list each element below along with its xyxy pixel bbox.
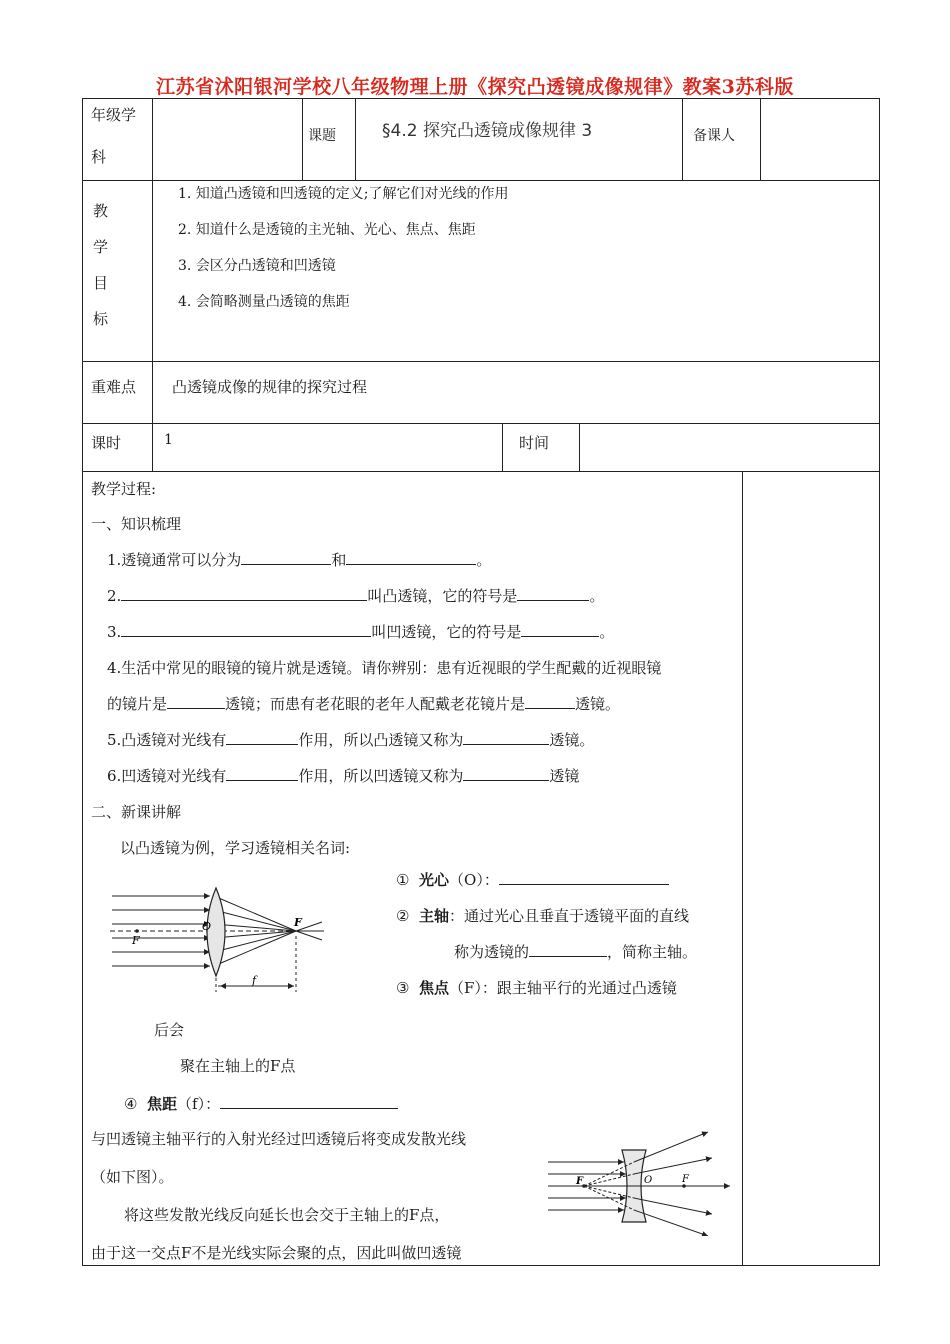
- term-text: （F）：跟主轴平行的光通过凸透镜: [449, 979, 677, 997]
- question-3: [107, 621, 614, 642]
- q6-text: 作用，所以凹透镜又称为: [298, 767, 464, 785]
- q6-blank-1: [226, 766, 298, 781]
- objective-item: 4. 会简略测量凸透镜的焦距: [178, 294, 350, 310]
- term-number: ①: [396, 871, 410, 889]
- document-title: 江苏省沭阳银河学校八年级物理上册《探究凸透镜成像规律》教案3苏科版: [156, 76, 794, 98]
- time-label: 时间: [519, 434, 550, 452]
- q5-blank-1: [226, 730, 298, 745]
- question-2: [107, 585, 604, 606]
- hours-value: 1: [164, 432, 173, 448]
- table-border-right: [879, 98, 880, 1266]
- row-divider: [82, 361, 880, 362]
- term-text: ：通过光心且垂直于透镜平面的直线: [449, 907, 690, 925]
- key-points-label: 重难点: [91, 378, 137, 396]
- objective-item: 1. 知道凸透镜和凹透镜的定义;了解它们对光线的作用: [178, 186, 509, 202]
- q4-text: 透镜；而患有老花眼的老年人配戴老花镜片是: [225, 695, 526, 713]
- q2-text: 2.: [107, 587, 122, 605]
- question-5: [107, 729, 594, 750]
- q4-text: 的镜片是: [107, 695, 168, 713]
- main-axis-blank: [529, 942, 607, 957]
- col-divider: [302, 98, 303, 180]
- q5-text: 5.凸透镜对光线有: [107, 731, 227, 749]
- q1-blank-2: [346, 550, 476, 565]
- term-focus-line-3: 聚在主轴上的F点: [180, 1057, 296, 1075]
- q1-text: 和: [331, 551, 347, 569]
- convex-lens-diagram: [110, 880, 332, 998]
- col-divider: [760, 98, 761, 180]
- key-points-value: 凸透镜成像的规律的探究过程: [172, 378, 368, 396]
- concave-lens-diagram: [548, 1128, 738, 1236]
- question-4-line-1: 4.生活中常见的眼镜的镜片就是透镜。请你辨别：患有近视眼的学生配戴的近视眼镜: [107, 659, 662, 677]
- objective-item: 2. 知道什么是透镜的主光轴、光心、焦点、焦距: [178, 222, 476, 238]
- q3-text: 3.: [107, 623, 122, 641]
- col-divider: [502, 423, 503, 471]
- term-text: 称为透镜的: [454, 943, 530, 961]
- term-name: 焦点: [419, 979, 450, 997]
- grade-subject-label-2: 科: [91, 148, 107, 166]
- term-number: ②: [396, 907, 410, 925]
- table-border-bottom: [82, 1265, 880, 1266]
- term-name: 焦距: [147, 1095, 178, 1113]
- process-heading: 教学过程:: [91, 480, 157, 498]
- grade-subject-label: 年级学: [91, 106, 137, 124]
- q5-text: 作用，所以凸透镜又称为: [298, 731, 464, 749]
- concave-text-4: 由于这一交点F不是光线实际会聚的点，因此叫做凹透镜: [91, 1244, 462, 1262]
- concave-text-2: （如下图）。: [91, 1168, 174, 1186]
- concave-focus-left-label: F: [576, 1176, 584, 1187]
- row-divider: [82, 180, 880, 181]
- col-divider: [742, 471, 743, 1266]
- col-divider: [355, 98, 356, 180]
- col-divider: [579, 423, 580, 471]
- new-lesson-intro: 以凸透镜为例，学习透镜相关名词:: [120, 839, 351, 857]
- q1-text: 。: [476, 551, 492, 569]
- term-text: （f）：: [177, 1095, 221, 1113]
- q2-blank-2: [517, 586, 589, 601]
- term-focus: [396, 977, 677, 998]
- q3-text: 叫凹透镜，它的符号是: [371, 623, 522, 641]
- q4-blank-1: [167, 694, 225, 709]
- optical-center-label: O: [202, 920, 212, 933]
- focal-length-blank: [220, 1094, 398, 1109]
- focus-left-label: F: [132, 934, 140, 947]
- topic-value: §4.2 探究凸透镜成像规律 3: [382, 121, 593, 141]
- q2-text: 叫凸透镜，它的符号是: [367, 587, 518, 605]
- term-number: ③: [396, 979, 410, 997]
- objectives-label: 标: [93, 310, 109, 328]
- lesson-plan-table: [82, 98, 880, 1266]
- topic-label: 课题: [308, 128, 336, 144]
- q2-text: 。: [589, 587, 605, 605]
- q6-text: 6.凹透镜对光线有: [107, 767, 227, 785]
- row-divider: [82, 471, 880, 472]
- term-name: 主轴: [419, 907, 450, 925]
- objective-item: 3. 会区分凸透镜和凹透镜: [178, 258, 336, 274]
- q2-blank-1: [121, 586, 367, 601]
- q3-blank-2: [521, 622, 599, 637]
- section-knowledge: 一、知识梳理: [91, 515, 182, 533]
- col-divider: [152, 180, 153, 471]
- focal-length-label: f: [252, 974, 257, 987]
- term-optical-center: [396, 869, 669, 890]
- q5-blank-2: [463, 730, 549, 745]
- question-1: [107, 549, 491, 570]
- hours-label: 课时: [91, 434, 122, 452]
- term-name: 光心: [419, 871, 450, 889]
- concave-text-1: 与凹透镜主轴平行的入射光经过凹透镜后将变成发散光线: [91, 1130, 467, 1148]
- question-4-line-2: [107, 693, 620, 714]
- question-6: [107, 765, 579, 786]
- q4-blank-2: [525, 694, 575, 709]
- preparer-label: 备课人: [693, 128, 735, 144]
- term-focus-line-2: 后会: [154, 1021, 185, 1039]
- section-new-lesson: 二、新课讲解: [91, 803, 182, 821]
- q6-blank-2: [463, 766, 549, 781]
- q1-text: 1.透镜通常可以分为: [107, 551, 242, 569]
- focus-label: F: [294, 916, 302, 929]
- row-divider: [82, 423, 880, 424]
- concave-center-label: O: [644, 1175, 653, 1186]
- objectives-label: 目: [93, 274, 109, 292]
- q5-text: 透镜。: [549, 731, 595, 749]
- term-main-axis-line-2: [454, 941, 697, 962]
- concave-text-3: 将这些发散光线反向延长也会交于主轴上的F点，: [124, 1206, 450, 1224]
- concave-focus-right-label: F: [682, 1174, 689, 1185]
- q1-blank-1: [241, 550, 331, 565]
- term-main-axis: [396, 905, 689, 926]
- q3-text: 。: [599, 623, 615, 641]
- term-focal-length: [124, 1093, 398, 1114]
- q6-text: 透镜: [549, 767, 580, 785]
- table-border-left: [82, 98, 83, 1266]
- objectives-label: 学: [93, 238, 109, 256]
- col-divider: [682, 98, 683, 180]
- term-text: （O）：: [449, 871, 499, 889]
- optical-center-blank: [499, 870, 669, 885]
- term-text: ，简称主轴。: [607, 943, 698, 961]
- q3-blank-1: [121, 622, 371, 637]
- q4-text: 透镜。: [575, 695, 621, 713]
- term-number: ④: [124, 1095, 138, 1113]
- objectives-label: 教: [93, 202, 109, 220]
- col-divider: [152, 98, 153, 180]
